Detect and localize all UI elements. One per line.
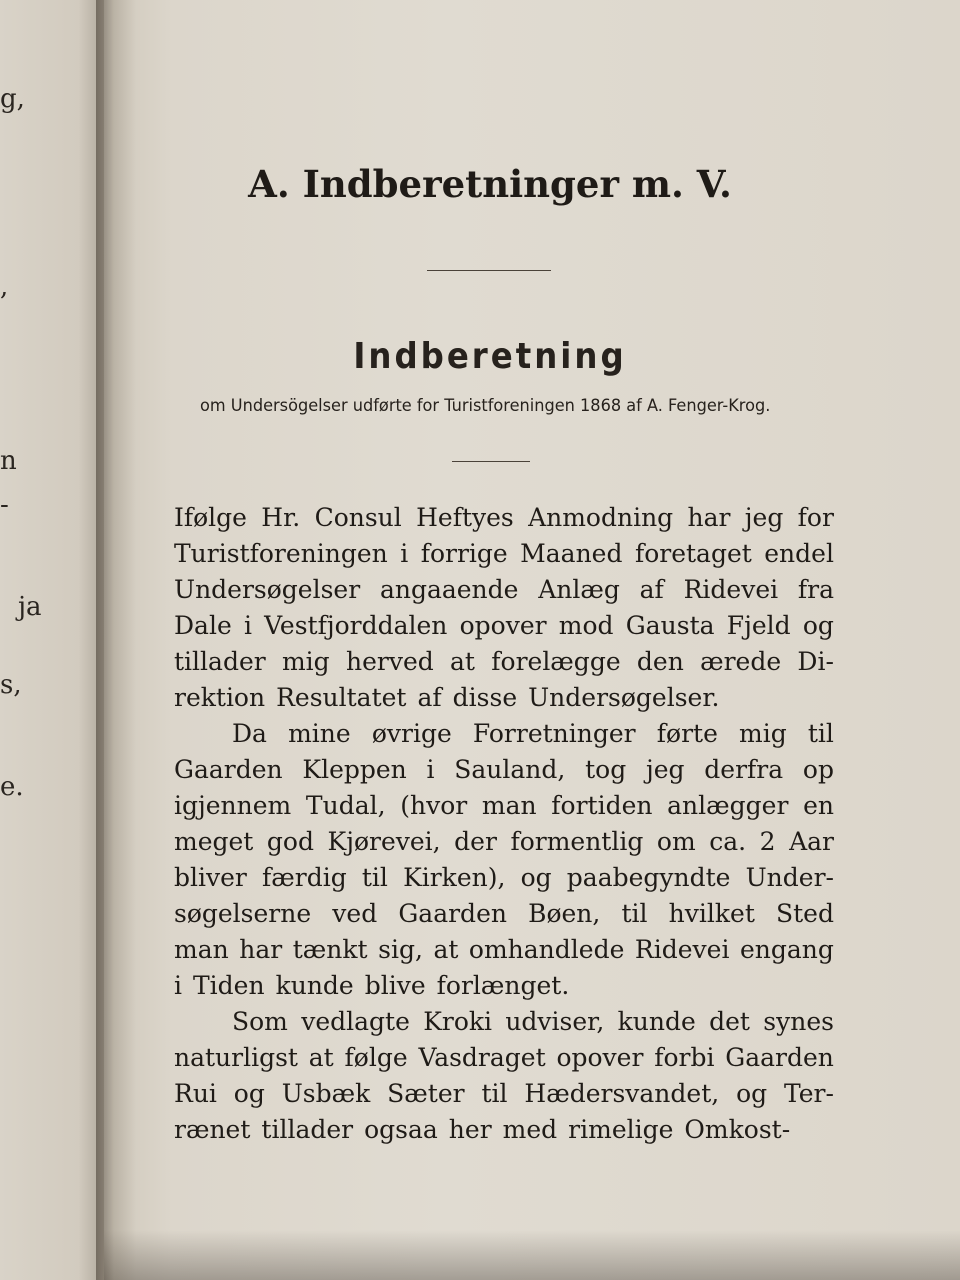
body-text: [174, 500, 834, 1148]
text-line: naturligst at følge Vasdraget opover forbi Gaarden: [174, 1043, 834, 1072]
text-line: meget god Kjørevei, der formentlig om ca. 2 Aar: [174, 827, 834, 856]
text-line: Gaarden Kleppen i Sauland, tog jeg derfra op: [174, 755, 834, 784]
text-line: Undersøgelser angaaende Anlæg af Ridevei fra: [174, 575, 834, 604]
text-line: Som vedlagte Kroki udviser, kunde det synes: [232, 1007, 834, 1036]
text-line: igjennem Tudal, (hvor man fortiden anlægger en: [174, 791, 834, 820]
heading-divider: [427, 270, 551, 271]
text-line: Dale i Vestfjorddalen opover mod Gausta Fjeld og: [174, 611, 834, 640]
main-heading: A. Indberetninger m. V.: [248, 162, 732, 206]
text-line: rænet tillader ogsaa her med rimelige Omkost-: [174, 1115, 791, 1144]
section-title: Indberetning: [353, 336, 627, 377]
text-line: man har tænkt sig, at omhandlede Ridevei engang: [174, 935, 834, 964]
text-line: tillader mig herved at forelægge den ærede Di-: [174, 647, 834, 676]
section-subtitle: om Undersögelser udførte for Turistforeningen 1868 af A. Fenger-Krog.: [200, 396, 771, 416]
text-line: Da mine øvrige Forretninger førte mig til: [232, 719, 834, 748]
text-line: i Tiden kunde blive forlænget.: [174, 971, 570, 1000]
text-line: bliver færdig til Kirken), og paabegyndte Under-: [174, 863, 834, 892]
left-fragment: e.: [0, 772, 24, 802]
left-fragment: -: [0, 490, 9, 520]
subtitle-divider: [452, 461, 530, 462]
text-line: søgelserne ved Gaarden Bøen, til hvilket Sted: [174, 899, 834, 928]
text-line: Ifølge Hr. Consul Heftyes Anmodning har jeg for: [174, 503, 834, 532]
text-line: Turistforeningen i forrige Maaned foretaget endel: [174, 539, 834, 568]
left-fragment: s,: [0, 670, 22, 700]
left-fragment: n: [0, 446, 17, 476]
left-fragment: ja: [18, 592, 42, 622]
left-facing-page: [0, 0, 112, 1280]
left-fragment: ,: [0, 272, 9, 302]
text-line: Rui og Usbæk Sæter til Hædersvandet, og Ter-: [174, 1079, 834, 1108]
text-line: rektion Resultatet af disse Undersøgelser.: [174, 683, 720, 712]
left-fragment: g,: [0, 84, 25, 114]
